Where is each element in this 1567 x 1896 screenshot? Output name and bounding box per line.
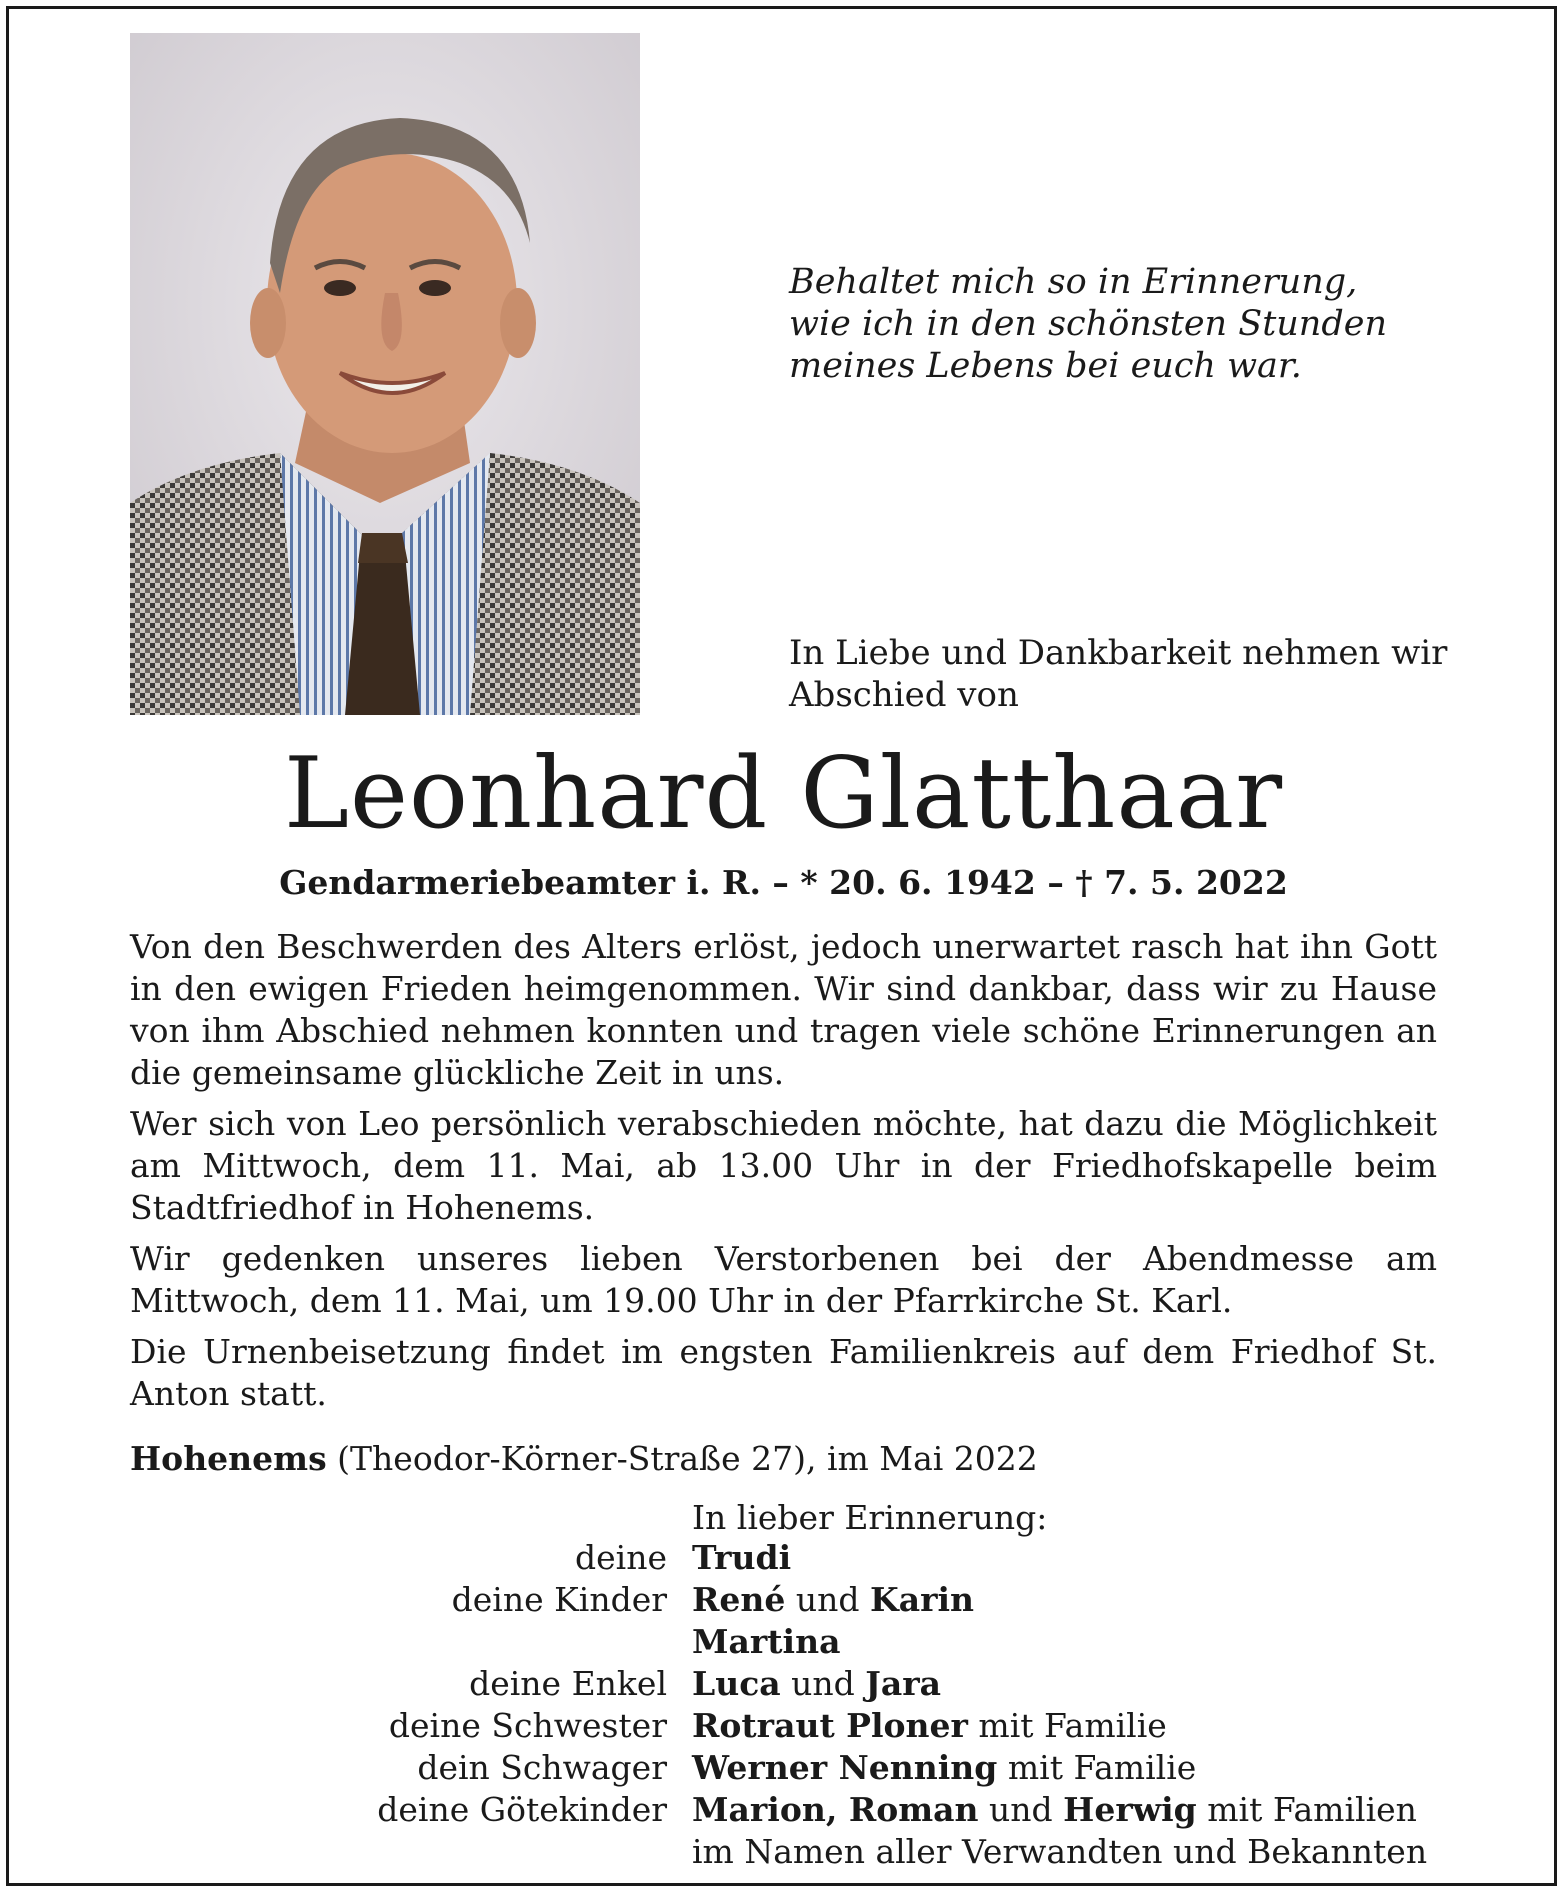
mourner-name: Karin	[870, 1580, 975, 1619]
mourner-names	[692, 1621, 840, 1663]
mourner-names	[692, 1789, 1417, 1831]
mourner-row	[0, 1579, 1567, 1621]
mourner-row	[0, 1705, 1567, 1747]
paragraph: Von den Beschwerden des Alters erlöst, jedoch unerwartet rasch hat ihn Gott in den ewigen Frieden heimgenommen. Wir sind dankbar, dass wir zu Hause von ihm Abschied nehmen konnten und tragen viele schöne Erinnerungen an die gemeinsame glückliche Zeit in uns.	[130, 927, 1437, 1092]
mourner-row	[0, 1747, 1567, 1789]
obituary-text	[130, 926, 1437, 1424]
mourners-list	[0, 1537, 1567, 1873]
intro-line: In Liebe und Dankbarkeit nehmen wir	[789, 633, 1448, 673]
mourner-name: Luca	[692, 1664, 781, 1703]
paragraph: Die Urnenbeisetzung findet im engsten Familienkreis auf dem Friedhof St. Anton statt.	[130, 1332, 1437, 1413]
mourner-names	[692, 1537, 791, 1579]
connector-text: und	[780, 1664, 866, 1703]
mourner-name: Rotraut Ploner	[692, 1706, 968, 1745]
mourner-row	[0, 1537, 1567, 1579]
mourner-name: Martina	[692, 1622, 841, 1661]
paragraph: Wer sich von Leo persönlich verabschieden möchte, hat dazu die Möglichkeit am Mittwoch, dem 11. Mai, ab 13.00 Uhr in der Friedhofskapelle beim Stadtfriedhof in Hohenems.	[130, 1104, 1437, 1227]
mourner-row	[0, 1831, 1567, 1873]
mourner-name: Herwig	[1063, 1790, 1197, 1829]
place-and-date	[130, 1438, 1038, 1480]
mourner-names	[692, 1747, 1196, 1789]
relation-label: deine Enkel	[469, 1664, 667, 1703]
mourners-heading: In lieber Erinnerung:	[692, 1498, 1048, 1537]
mourner-row	[0, 1621, 1567, 1663]
mourner-names	[692, 1705, 1167, 1747]
mourner-names	[692, 1579, 974, 1621]
quote-line: meines Lebens bei euch war.	[789, 346, 1302, 386]
deceased-name: Leonhard Glatthaar	[283, 737, 1284, 851]
closing-line: im Namen aller Verwandten und Bekannten	[692, 1832, 1428, 1871]
quote-line: wie ich in den schönsten Stunden	[789, 304, 1388, 344]
mourner-row	[0, 1663, 1567, 1705]
connector-text: mit Familie	[967, 1706, 1167, 1745]
mourner-name: Marion, Roman	[692, 1790, 979, 1829]
place-town: Hohenems	[130, 1439, 327, 1478]
portrait-photo	[130, 33, 640, 715]
relation-label: deine Kinder	[451, 1580, 667, 1619]
mourner-name: René	[692, 1580, 786, 1619]
mourner-name: Trudi	[692, 1538, 792, 1577]
relation-label: deine Götekinder	[377, 1790, 667, 1829]
mourner-row	[0, 1789, 1567, 1831]
connector-text: mit Familien	[1196, 1790, 1417, 1829]
place-rest: (Theodor-Körner-Straße 27), im Mai 2022	[326, 1439, 1038, 1478]
quote-line: Behaltet mich so in Erinnerung,	[789, 262, 1358, 302]
intro-line: Abschied von	[789, 675, 1019, 715]
relation-label: deine	[575, 1538, 667, 1577]
connector-text: mit Familie	[997, 1748, 1197, 1787]
connector-text: und	[978, 1790, 1064, 1829]
farewell-intro	[789, 632, 1489, 716]
relation-label: deine Schwester	[388, 1706, 667, 1745]
connector-text: und	[785, 1580, 871, 1619]
paragraph: Wir gedenken unseres lieben Verstorbenen bei der Abendmesse am Mittwoch, dem 11. Mai, um 19.00 Uhr in der Pfarrkirche St. Karl.	[130, 1239, 1437, 1320]
mourner-name: Jara	[865, 1664, 942, 1703]
mourner-name: Werner Nenning	[692, 1748, 998, 1787]
deceased-subtitle: Gendarmeriebeamter i. R. – * 20. 6. 1942 – † 7. 5. 2022	[279, 863, 1288, 902]
relation-label: dein Schwager	[417, 1748, 667, 1787]
memorial-quote	[789, 261, 1489, 387]
mourner-names	[692, 1663, 941, 1705]
